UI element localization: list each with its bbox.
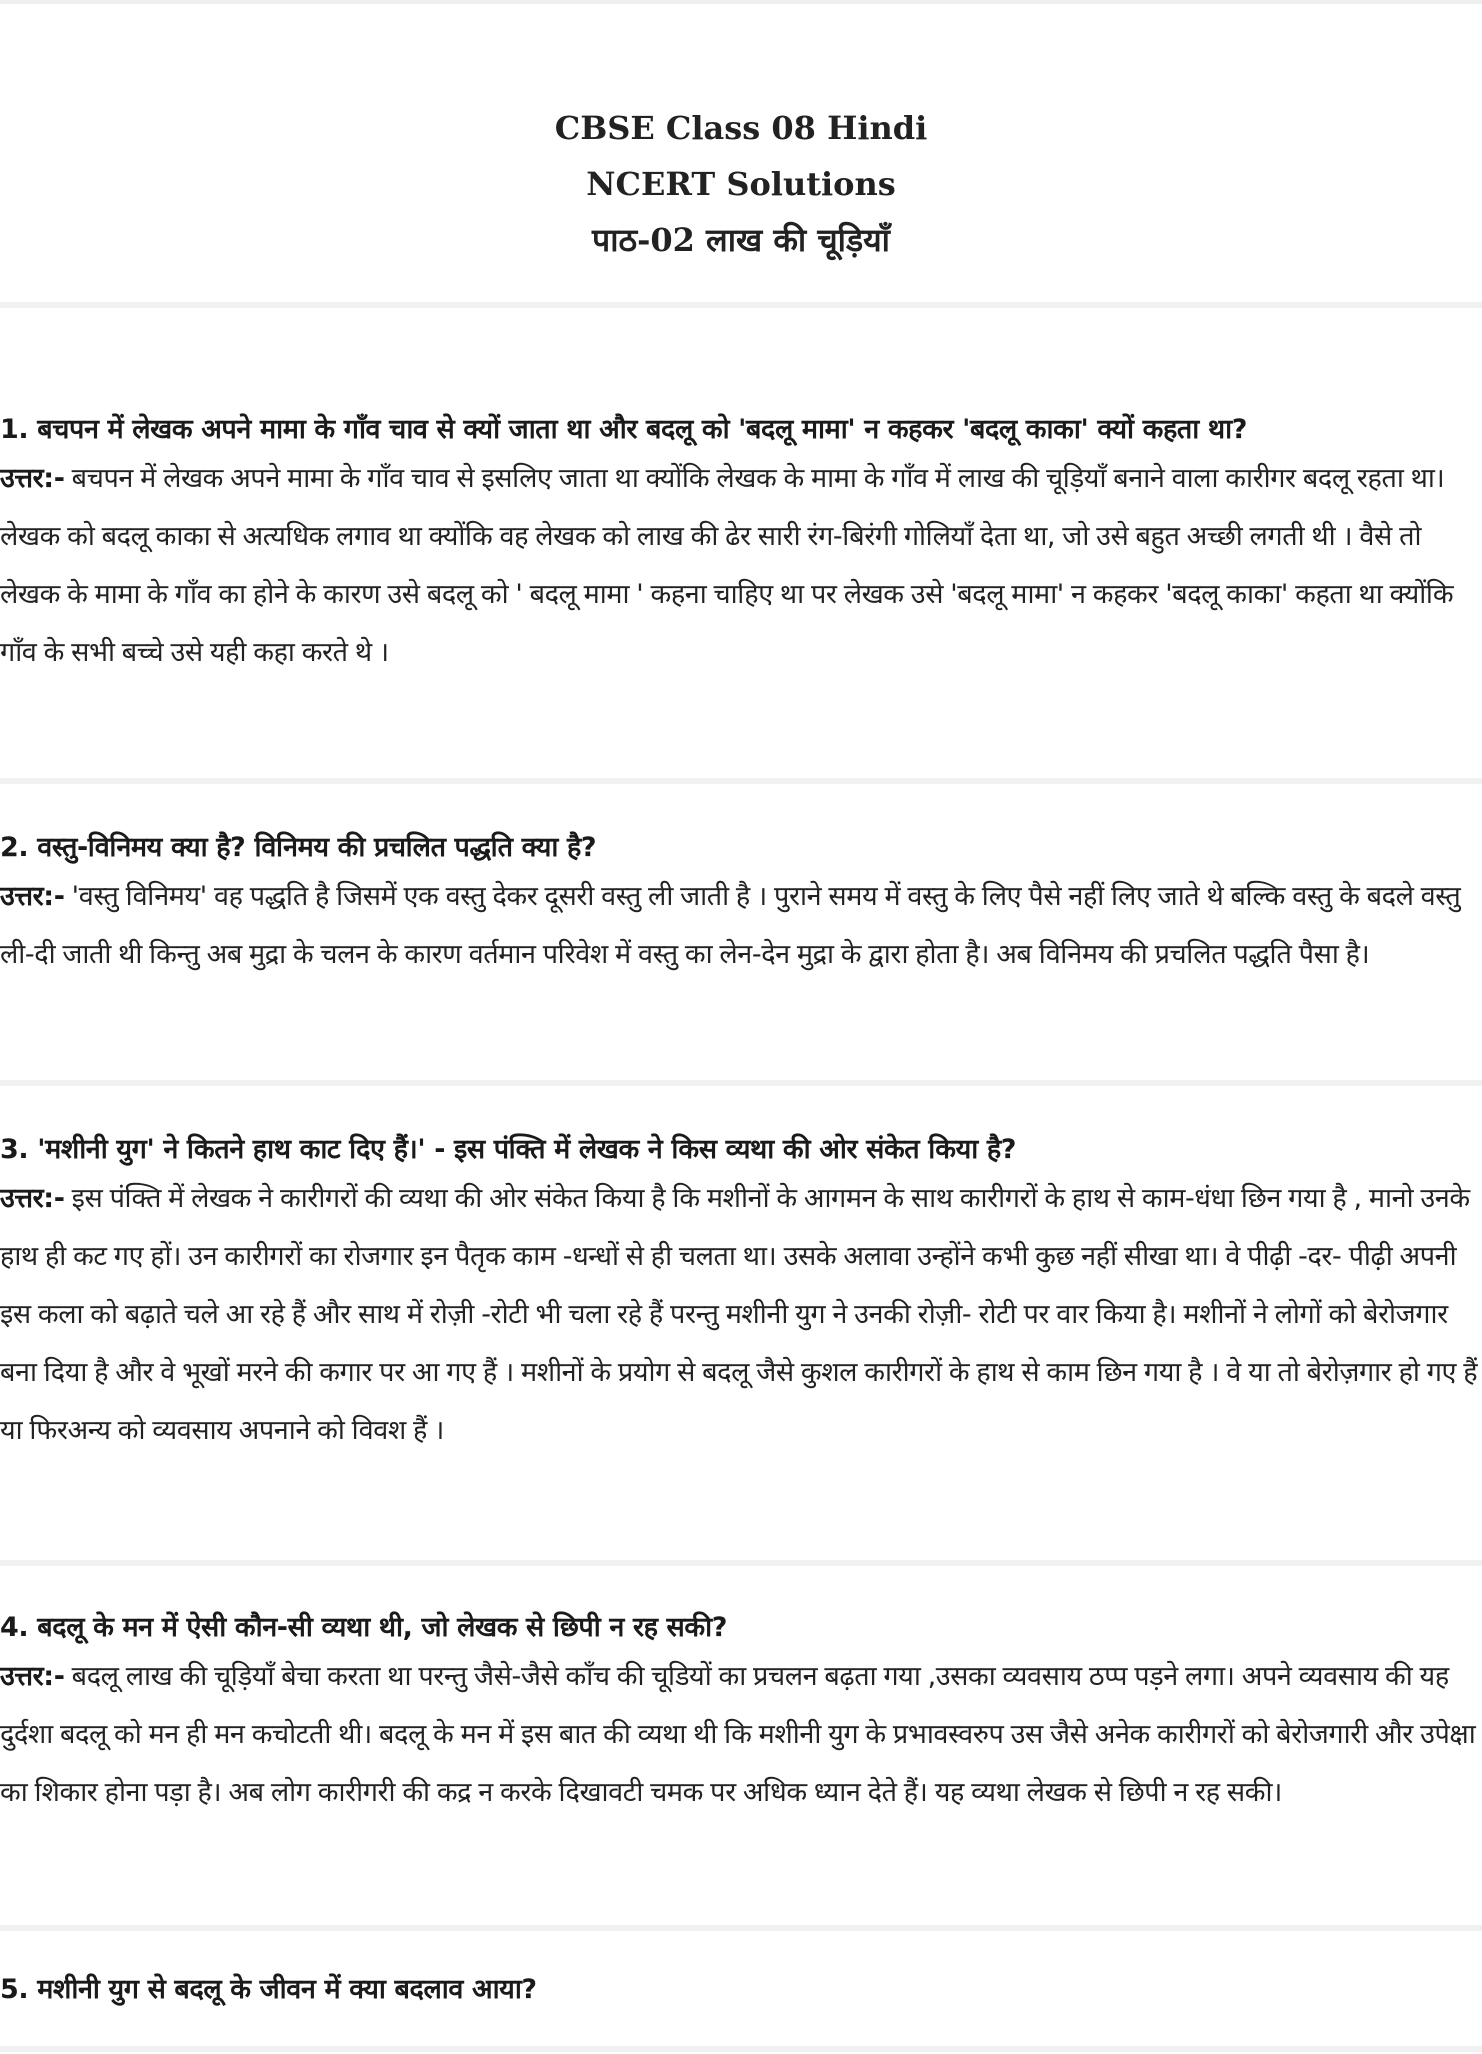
qa-block-3 — [0, 1130, 1480, 1460]
qa-block-4 — [0, 1608, 1480, 1822]
section-divider — [0, 778, 1482, 784]
header-board-class: CBSE Class 08 Hindi — [554, 109, 928, 147]
question-4: 4. बदलू के मन में ऐसी कौन-सी व्यथा थी, जो लेखक से छिपी न रह सकी? — [0, 1612, 727, 1643]
answer-2-text: 'वस्तु विनिमय' वह पद्धति है जिसमें एक वस्तु देकर दूसरी वस्तु ली जाती है । पुराने समय में वस्तु के लिए पैसे नहीं लिए जाते थे बल्कि वस्तु के बदले वस्तु ली-दी जाती थी किन्तु अब मुद्रा के चलन के कारण वर्तमान परिवेश में वस्तु का लेन-देन मुद्रा के द्वारा होता है। अब विनिमय की प्रचलित पद्धति पैसा है। — [0, 881, 1461, 970]
top-border — [0, 0, 1482, 4]
answer-4 — [0, 1648, 1480, 1822]
document-header — [0, 100, 1482, 268]
answer-4-text: बदलू लाख की चूड़ियाँ बेचा करता था परन्तु जैसे-जैसे काँच की चूडियों का प्रचलन बढ़ता गया ,उसका व्यवसाय ठप्प पड़ने लगा। अपने व्यवसाय की यह दुर्दशा बदलू को मन ही मन कचोटती थी। बदलू के मन में इस बात की व्यथा थी कि मशीनी युग के प्रभावस्वरुप उस जैसे अनेक कारीगरों को बेरोजगारी और उपेक्षा का शिकार होना पड़ा है। अब लोग कारीगरी की कद्र न करके दिखावटी चमक पर अधिक ध्यान देते हैं। यह व्यथा लेखक से छिपी न रह सकी। — [0, 1661, 1476, 1808]
answer-3 — [0, 1170, 1480, 1460]
answer-2 — [0, 868, 1480, 984]
answer-label: उत्तर:- — [0, 1661, 65, 1692]
qa-block-1 — [0, 410, 1480, 682]
qa-block-5 — [0, 1970, 1480, 2010]
question-5: 5. मशीनी युग से बदलू के जीवन में क्या बदलाव आया? — [0, 1974, 537, 2005]
section-divider — [0, 1560, 1482, 1566]
section-divider — [0, 302, 1482, 308]
answer-label: उत्तर:- — [0, 881, 65, 912]
header-subtitle: NCERT Solutions — [586, 165, 896, 203]
question-2: 2. वस्तु-विनिमय क्या है? विनिमय की प्रचलित पद्धति क्या है? — [0, 832, 597, 863]
qa-block-2 — [0, 828, 1480, 984]
section-divider — [0, 1080, 1482, 1086]
answer-1 — [0, 450, 1480, 682]
section-divider — [0, 1925, 1482, 1931]
answer-1-text: बचपन में लेखक अपने मामा के गाँव चाव से इसलिए जाता था क्योंकि लेखक के मामा के गाँव में लाख की चूड़ियाँ बनाने वाला कारीगर बदलू रहता था। लेखक को बदलू काका से अत्यधिक लगाव था क्योंकि वह लेखक को लाख की ढेर सारी रंग-बिरंगी गोलियाँ देता था, जो उसे बहुत अच्छी लगती थी । वैसे तो लेखक के मामा के गाँव का होने के कारण उसे बदलू को ' बदलू मामा ' कहना चाहिए था पर लेखक उसे 'बदलू मामा' न कहकर 'बदलू काका' कहता था क्योंकि गाँव के सभी बच्चे उसे यही कहा करते थे । — [0, 463, 1454, 668]
question-1: 1. बचपन में लेखक अपने मामा के गाँव चाव से क्यों जाता था और बदलू को 'बदलू मामा' न कहकर 'बदलू काका' क्यों कहता था? — [0, 414, 1247, 445]
question-3: 3. 'मशीनी युग' ने कितने हाथ काट दिए हैं।' - इस पंक्ति में लेखक ने किस व्यथा की ओर संकेत किया है? — [0, 1134, 1017, 1165]
answer-label: उत्तर:- — [0, 1183, 65, 1214]
bottom-divider — [0, 2046, 1482, 2052]
answer-label: उत्तर:- — [0, 463, 65, 494]
answer-3-text: इस पंक्ति में लेखक ने कारीगरों की व्यथा की ओर संकेत किया है कि मशीनों के आगमन के साथ कारीगरों के हाथ से काम-धंधा छिन गया है , मानो उनके हाथ ही कट गए हों। उन कारीगरों का रोजगार इन पैतृक काम -धन्धों से ही चलता था। उसके अलावा उन्होंने कभी कुछ नहीं सीखा था। वे पीढ़ी -दर- पीढ़ी अपनी इस कला को बढ़ाते चले आ रहे हैं और साथ में रोज़ी -रोटी भी चला रहे हैं परन्तु मशीनी युग ने उनकी रोज़ी- रोटी पर वार किया है। मशीनों ने लोगों को बेरोजगार बना दिया है और वे भूखों मरने की कगार पर आ गए हैं । मशीनों के प्रयोग से बदलू जैसे कुशल कारीगरों के हाथ से काम छिन गया है । वे या तो बेरोज़गार हो गए हैं या फिरअन्य को व्यवसाय अपनाने को विवश हैं । — [0, 1183, 1478, 1446]
header-chapter-title: पाठ-02 लाख की चूड़ियाँ — [592, 221, 890, 259]
